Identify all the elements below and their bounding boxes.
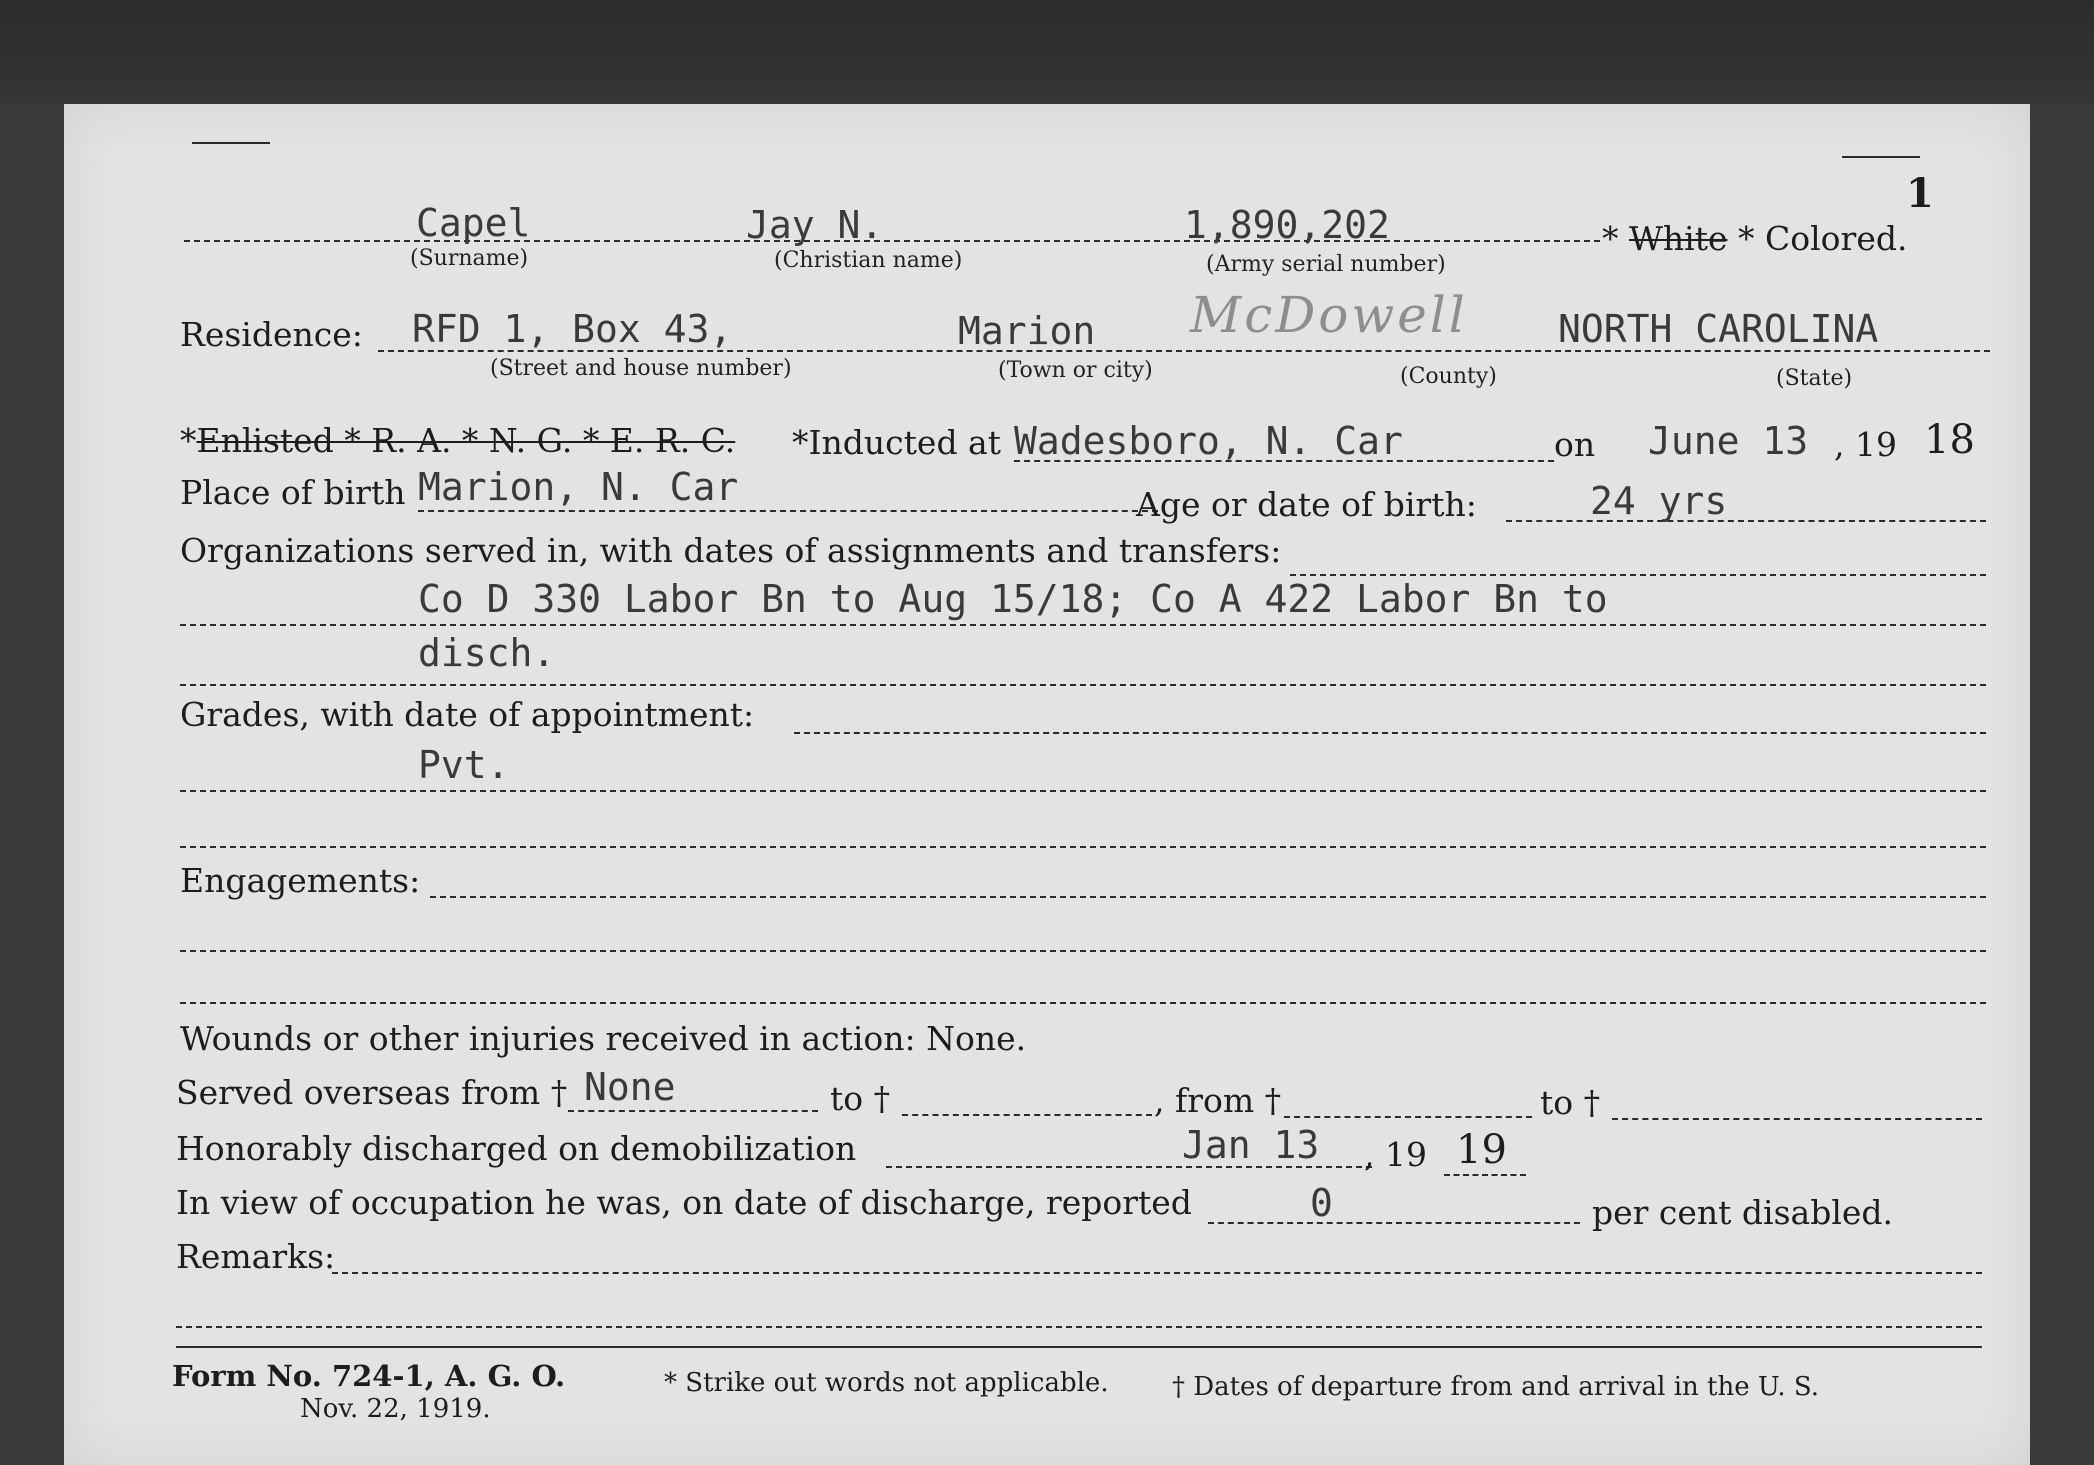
form-date: Nov. 22, 1919. [300, 1394, 491, 1424]
grades-line-1 [180, 790, 1986, 792]
footnote-dates: † Dates of departure from and arrival in the U. S. [1172, 1372, 1820, 1402]
serial-number-value: 1,890,202 [1184, 203, 1390, 247]
surname-value: Capel [416, 201, 531, 245]
state-value: NORTH CAROLINA [1558, 307, 1879, 351]
state-caption: (State) [1776, 366, 1853, 391]
engagements-line-1 [180, 950, 1986, 952]
wounds-label: Wounds or other injuries received in action: None. [180, 1019, 1027, 1058]
form-number: Form No. 724-1, A. G. O. [172, 1359, 566, 1393]
grades-line-0 [794, 732, 1986, 734]
overseas-from2-line [1284, 1116, 1532, 1118]
county-caption: (County) [1400, 364, 1497, 389]
surname-caption: (Surname) [410, 246, 529, 271]
inducted-year-value: 18 [1924, 417, 1975, 463]
birth-label: Place of birth [180, 473, 406, 512]
discharge-year-prefix: , 19 [1364, 1135, 1427, 1174]
discharge-label: Honorably discharged on demobilization [176, 1129, 857, 1168]
age-label: Age or date of birth: [1136, 485, 1477, 524]
age-line [1506, 520, 1986, 522]
organizations-label: Organizations served in, with dates of assignments and transfers: [180, 531, 1282, 570]
birth-line [418, 510, 1158, 512]
street-value: RFD 1, Box 43, [412, 307, 733, 351]
top-right-rule [1842, 156, 1920, 158]
disability-label: In view of occupation he was, on date of discharge, reported [176, 1183, 1192, 1222]
organizations-value-2: disch. [418, 631, 556, 675]
remarks-line-2 [176, 1346, 1982, 1348]
engagements-label: Engagements: [180, 861, 421, 900]
overseas-value: None [584, 1065, 676, 1109]
overseas-to2-line [1612, 1118, 1982, 1120]
on-label: on [1554, 425, 1596, 464]
grades-value: Pvt. [418, 743, 510, 787]
disability-line [1208, 1222, 1580, 1224]
service-record-card [64, 104, 2030, 1465]
inducted-place-value: Wadesboro, N. Car [1014, 419, 1403, 463]
organizations-line-0 [1290, 574, 1986, 576]
grades-line-2 [180, 846, 1986, 848]
organizations-line-2 [180, 684, 1986, 686]
engagements-line-2 [180, 1002, 1986, 1004]
inducted-date-value: June 13 [1648, 419, 1809, 463]
overseas-to-label: to † [830, 1079, 891, 1118]
grades-label: Grades, with date of appointment: [180, 695, 755, 734]
christian-name-caption: (Christian name) [774, 248, 963, 273]
overseas-label: Served overseas from † [176, 1073, 568, 1112]
card-number: 1 [1906, 170, 1934, 217]
race-colored: Colored. [1765, 219, 1908, 258]
age-value: 24 yrs [1590, 479, 1728, 523]
overseas-from2-label: , from † [1154, 1081, 1282, 1120]
discharge-year-value: 19 [1456, 1127, 1507, 1173]
inducted-label: *Inducted at [792, 423, 1001, 462]
christian-name-value: Jay N. [746, 203, 884, 247]
scan-backdrop [0, 0, 2094, 104]
overseas-to-line [902, 1114, 1152, 1116]
serial-number-caption: (Army serial number) [1206, 252, 1446, 277]
birth-place-value: Marion, N. Car [418, 465, 739, 509]
race-white-struck: White [1629, 219, 1728, 258]
enlisted-struck: Enlisted * R. A. * N. G. * E. R. C. [196, 421, 736, 460]
discharge-year-line [1444, 1174, 1526, 1176]
town-value: Marion [958, 309, 1096, 353]
town-caption: (Town or city) [998, 358, 1153, 383]
discharge-date-value: Jan 13 [1182, 1123, 1320, 1167]
street-caption: (Street and house number) [490, 356, 792, 381]
remarks-line-1 [176, 1326, 1982, 1328]
organizations-line-1 [180, 624, 1986, 626]
remarks-label: Remarks: [176, 1237, 336, 1276]
race-field: * White * Colored. [1602, 219, 1908, 258]
enlistment-type: *Enlisted * R. A. * N. G. * E. R. C. [180, 421, 736, 460]
inducted-year-prefix: , 19 [1834, 425, 1897, 464]
disability-suffix: per cent disabled. [1592, 1193, 1894, 1232]
remarks-line-0 [332, 1272, 1982, 1274]
top-left-rule [192, 142, 270, 144]
disability-value: 0 [1310, 1181, 1333, 1225]
engagements-line-0 [430, 896, 1986, 898]
organizations-value-1: Co D 330 Labor Bn to Aug 15/18; Co A 422 Labor Bn to [418, 577, 1608, 621]
county-value-handwritten: McDowell [1190, 286, 1468, 344]
residence-label: Residence: [180, 315, 363, 354]
overseas-from-line [568, 1110, 818, 1112]
footnote-strike-out: * Strike out words not applicable. [664, 1368, 1109, 1398]
overseas-to2-label: to † [1540, 1083, 1601, 1122]
